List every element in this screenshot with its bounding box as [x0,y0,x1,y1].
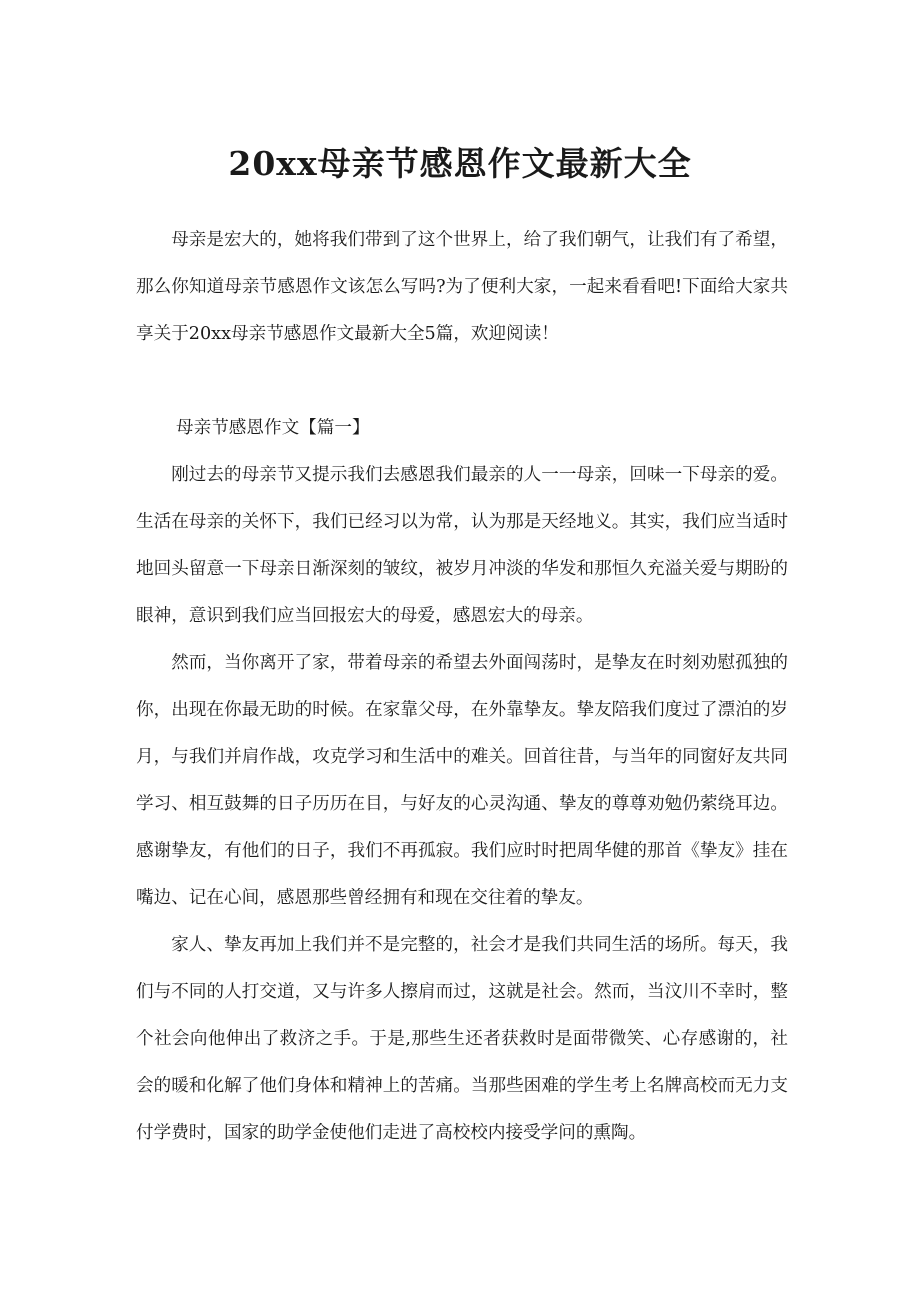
document-title: 20xx母亲节感恩作文最新大全 [228,144,692,183]
body-paragraph-2: 然而，当你离开了家，带着母亲的希望去外面闯荡时，是挚友在时刻劝慰孤独的你，出现在你最无助的时候。在家靠父母，在外靠挚友。挚友陪我们度过了漂泊的岁月，与我们并肩作战，攻克学习和生活中的难关。回首往昔，与当年的同窗好友共同学习、相互鼓舞的日子历历在目，与好友的心灵沟通、挚友的尊尊劝勉仍萦绕耳边。感谢挚友，有他们的日子，我们不再孤寂。我们应时时把周华健的那首《挚友》挂在嘴边、记在心间，感恩那些曾经拥有和现在交往着的挚友。 [136,653,788,908]
intro-block [136,217,788,358]
section-heading: 母亲节感恩作文【篇一】 [176,418,370,438]
body-paragraph-1: 刚过去的母亲节又提示我们去感恩我们最亲的人一一母亲，回味一下母亲的爱。生活在母亲的关怀下，我们已经习以为常，认为那是天经地义。其实，我们应当适时地回头留意一下母亲日渐深刻的皱纹，被岁月冲淡的华发和那恒久充溢关爱与期盼的眼神，意识到我们应当回报宏大的母爱，感恩宏大的母亲。 [136,465,788,626]
body-paragraph-3: 家人、挚友再加上我们并不是完整的，社会才是我们共同生活的场所。每天，我们与不同的人打交道，又与许多人擦肩而过，这就是社会。然而，当汶川不幸时，整个社会向他伸出了救济之手。于是,那些生还者获救时是面带微笑、心存感谢的，社会的暖和化解了他们身体和精神上的苦痛。当那些困难的学生考上名牌高校而无力支付学费时，国家的助学金使他们走进了高校校内接受学问的熏陶。 [136,935,788,1143]
body-block [136,452,788,1157]
intro-paragraph: 母亲是宏大的，她将我们带到了这个世界上，给了我们朝气，让我们有了希望，那么你知道母亲节感恩作文该怎么写吗?为了便利大家，一起来看看吧!下面给大家共享关于20xx母亲节感恩作文最新大全5篇，欢迎阅读！ [136,230,788,344]
